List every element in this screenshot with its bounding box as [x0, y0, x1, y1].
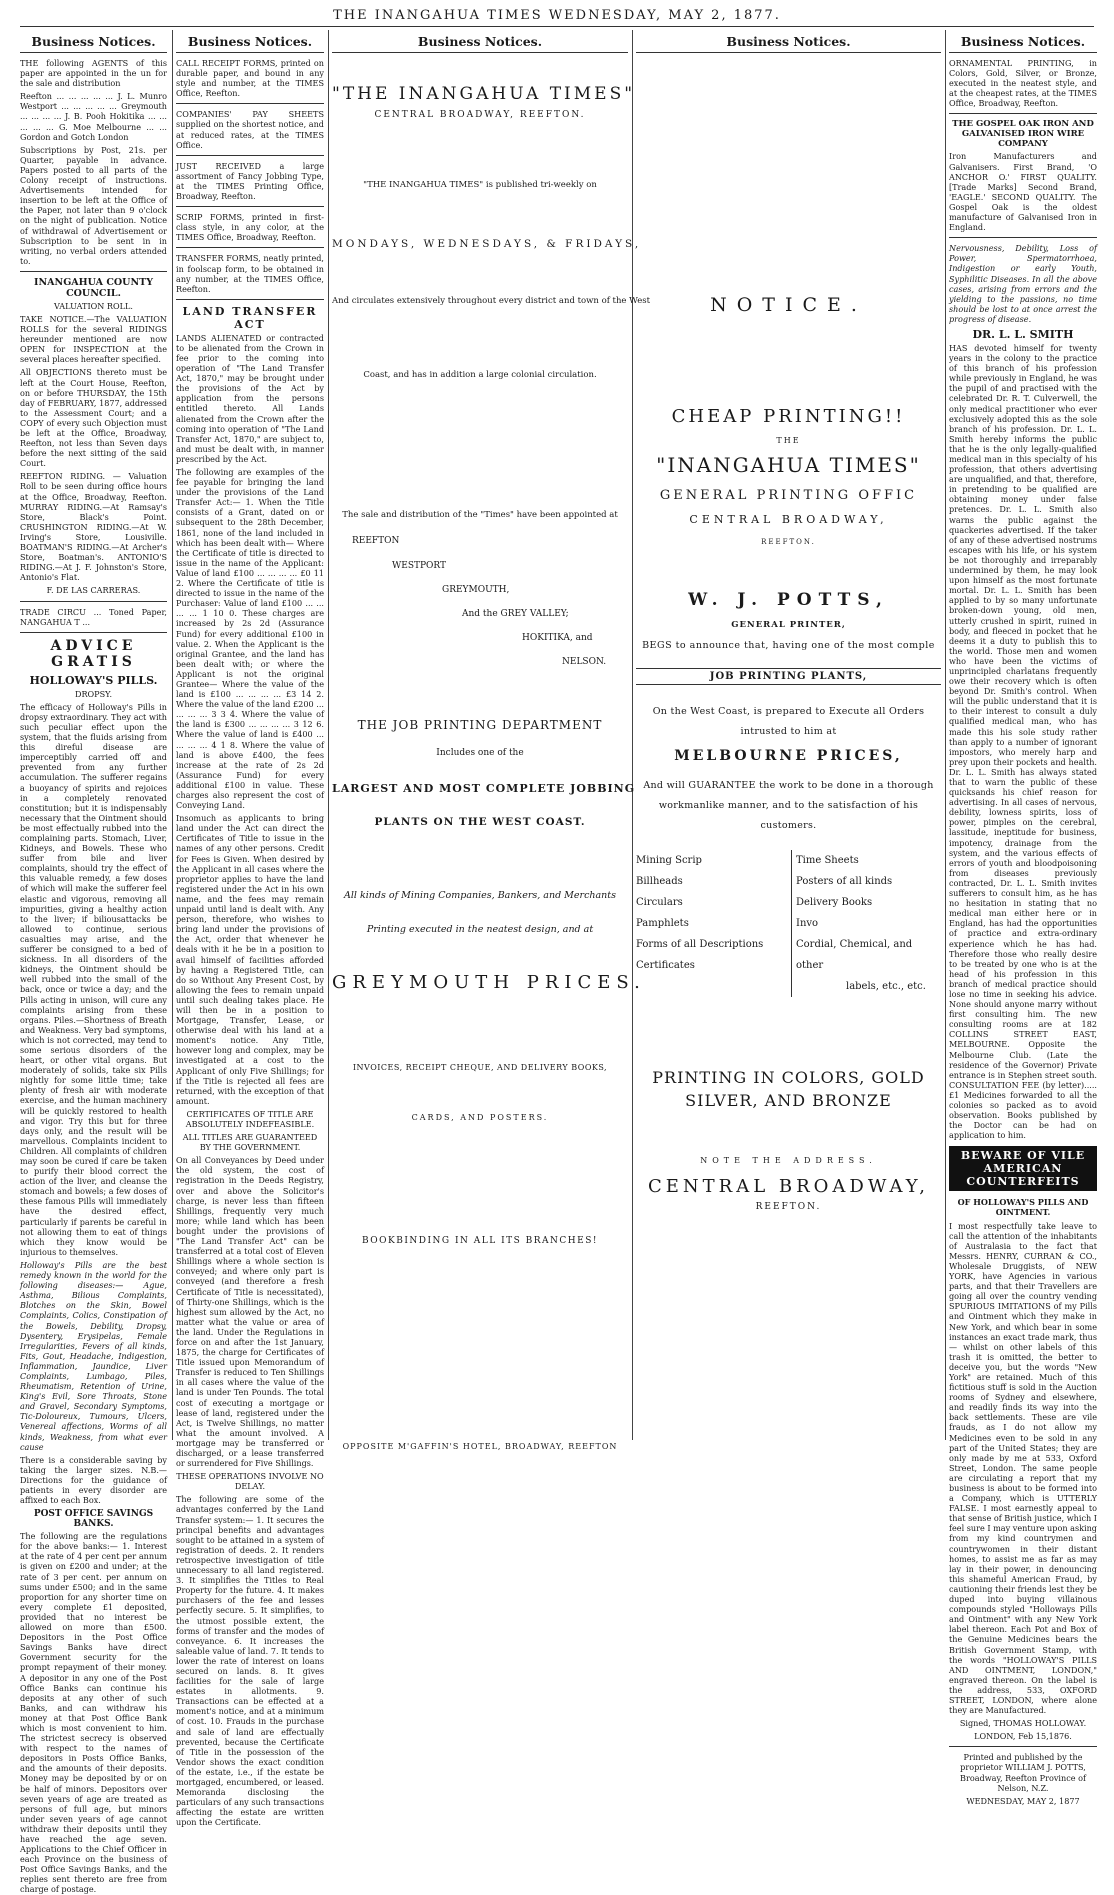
list-item: Mining Scrip	[636, 855, 702, 866]
masthead: THE INANGAHUA TIMES WEDNESDAY, MAY 2, 1877.	[333, 8, 781, 23]
column-divider	[172, 30, 173, 1440]
masthead-rule	[20, 26, 1094, 27]
place-hokitika: HOKITIKA, and	[522, 633, 593, 643]
colors-line: PRINTING IN COLORS, GOLD	[652, 1068, 925, 1087]
remedies-list: Holloway's Pills are the best remedy known in the world for the following diseases:— Ague, Asthma, Bilious Complaints, Blotches on the Skin, Bowel Complaints, Colics, Constipation of the Bowels, Debility, Dropsy, Dysentery, Erysipelas, Female Irregularities, Fevers of all kinds, Fits, Gout, Headache, Indigestion, Inflammation, Jaundice, Liver Complaints, Lumbago, Piles, Rheumatism, Retention of Urine, King's Evil, Sore Throats, Stone and Gravel, Secondary Symptoms, Tic-Doloureux, Tumours, Ulcers, Venereal affections, Worms of all kinds, Weakness, from what ever cause	[20, 1259, 167, 1452]
product-list-right	[791, 850, 941, 997]
list-item: Posters of all kinds	[796, 876, 893, 887]
cheap-printing-advertisement	[636, 58, 941, 1468]
list-item: labels, etc., etc.	[846, 981, 926, 992]
footer-date: WEDNESDAY, MAY 2, 1877	[966, 1795, 1080, 1806]
ridings-text: REEFTON RIDING. — Valuation Roll to be seen during office hours at the Office, Broadway, Reefton. MURRAY RIDING.—At Ramsay's Store, Black's Point. CRUSHINGTON RIDING.—At W. Irving's Store, Lousiville. BOATMAN'S RIDING.—At Archer's Store, Boatman's. ANTONIO'S RIDING.—At J. F. Johnston's Store, Antonio's Flat.	[20, 471, 167, 583]
smith-text: HAS devoted himself for twenty years in the colony to the practice of this branch of his profession while previously in England, he was the pupil of and practised with the celebrated Dr. R. T. Culverwell, the only medical practitioner who ever exclusively adopted this as the sole branch of his profession. Dr. L. L. Smith hereby informs the public that he is the only legally-qualified medical man in this specialty of his profession, that others advertising are unqualified, and that, therefore, in pretending to be qualified are obtaining money under false pretences. Dr. L. L. Smith also warns the public against the quackeries advertised. If the taker of any of these advertised nostrums escapes with his life, or his system be not thoroughly and irreparably undermined by them, he may look upon himself as the most fortunate mortal. Dr. L. L. Smith has been applied to by so many unfortunate broken-down young, old men, utterly crushed in spirit, ruined in body, and fleeced in pocket that he deems it a duty to publish this to the world. Those men and women who have been the victims of unprincipled charlatans frequently owe their recovery which is often beyond Dr. Smith's control. When will the public understand that it is to their interest to consult a duly qualified medical man, who has made this his sole study rather than apply to a number of ignorant impostors, who merely harp and prey upon their pockets and health. Dr. L. L. Smith has always stated that to warn the public of these quicksands his chief reason for advertising. In all cases of nervous, debility, lowness spirits, loss of power, pimples on the cerebral, lassitude, ineptitude for business, impotency, drainage from the system, and the various effects of errors of youth and bloodpoisoning from diseases previously contracted, Dr. L. L. Smith invites sufferers to consult him, as he has no hesitation in stating that no medical man either here or in England, has had the opportunities of practice and extra-ordinary experience which he has had. Therefore those who really desire to be treated by one who is at the head of his profession in this branch of medical practice should lose no time in seeking his advice. None should anyone marry without first consulting him. The new consulting rooms are at 182 COLLINS STREET EAST, MELBOURNE. Opposite the Melbourne Club. (Late the residence of the Governor) Private entrance is in Stephen street south. CONSULTATION FEE (by letter).....£1 Medicines forwarded to all the colonies so packed as to avoid observation. Books published by the Doctor can be had on application to him.	[949, 342, 1097, 1141]
potts-heading: W. J. POTTS,	[688, 590, 889, 610]
trade-notice: TRADE CIRCU ... Toned Paper, NANGAHUA T ...	[20, 606, 167, 627]
smith-heading: DR. L. L. SMITH	[972, 327, 1074, 341]
list-item: Billheads	[636, 876, 683, 887]
neatest-line: Printing executed in the neatest design, and at	[366, 924, 594, 935]
melbourne-prices: MELBOURNE PRICES,	[674, 748, 903, 764]
operations-text: The following are some of the advantages conferred by the Land Transfer system:— 1. It secures the principal benefits and advantages sought to be attained in a system of registration of deeds. 2. It renders retrospective investigation of title unnecessary to all land registered. 3. It simplifies the Titles to Real Property for the future. 4. It makes purchasers of the fee and lesses perfectly secure. 5. It simplifies, to the utmost possible extent, the forms of transfer and the modes of conveyance. 6. It increases the saleable value of land. 7. It tends to lower the rate of interest on loans secured on lands. 8. It gives facilities for the sale of large estates in allotments. 9. Transactions can be effected at a moment's notice, and at a minimum of cost. 10. Frauds in the purchase and sale of land are effectually prevented, because the Certificate of Title in the possession of the Vendor shows the exact condition of the estate, i.e., if the estate be mortgaged, encumbered, or leased. Memoranda disclosing the particulars of any such transactions affecting the estate are written upon the Certificate.	[176, 1494, 324, 1828]
list-item: Invo	[796, 918, 819, 929]
certificates-heading: CERTIFICATES OF TITLE ARE ABSOLUTELY INDEFEASIBLE.	[185, 1108, 315, 1129]
guarantee-text: On all Conveyances by Deed under the old system, the cost of registration in the Deeds Registry, over and above the Solicitor's charge, is never less than fifteen Shillings, frequently very much more; while land which has been bought under the provisions of "The Land Transfer Act" can be transferred at a total cost of Eleven Shillings where a whole section is conveyed; and where only part is conveyed (and therefore a fresh Certificate of Title is necessitated), of Thirty-one Shillings, which is the highest sum allowed by the Act, no matter what the value or area of the land. Under the Regulations in force on and after the 1st January, 1875, the charge for Certificates of Title issued upon Memorandum of Transfer is reduced to Ten Shillings in all cases where the value of the land is under Ten Pounds. The total cost of executing a mortgage or lease of land, registered under the Act, is Twelve Shillings, no matter what the amount involved. A mortgage may be transferred or discharged, or a lease transferred or surrendered for Five Shillings.	[176, 1155, 324, 1469]
list-item: Time Sheets	[796, 855, 859, 866]
gospel-oak-heading: THE GOSPEL OAK IRON AND GALVANISED IRON WIRE COMPANY	[952, 119, 1094, 150]
list-item: Cordial, Chemical, and other	[796, 939, 913, 971]
sale-line: The sale and distribution of the "Times" have been appointed at	[342, 510, 618, 520]
holloway-heading: OF HOLLOWAY'S PILLS AND OINTMENT.	[957, 1197, 1089, 1218]
job-heading: THE JOB PRINTING DEPARTMENT	[357, 718, 603, 732]
reefton-line: REEFTON.	[761, 538, 816, 546]
product-list-left	[636, 850, 763, 976]
plants-line: PLANTS ON THE WEST COAST.	[374, 816, 586, 828]
holloway-date: LONDON, Feb 15,1876.	[974, 1731, 1072, 1742]
divider	[20, 632, 167, 633]
printed-by: Printed and published by the proprietor WILLIAM J. POTTS, Broadway, Reefton Province of Nelson, N.Z.	[960, 1752, 1086, 1793]
post-office-text: The following are the regulations for the above banks:— 1. Interest at the rate of 4 per cent per annum is given on £200 and under; at the rate of 3 per cent. per annum on sums under £500; and in the same proportion for any shorter time on every complete £1 deposited, provided that no interest be allowed on more than £500. Depositors in the Post Office Savings Banks have direct Government security for the prompt repayment of their money. A depositor in any one of the Post Office Banks can continue his deposits at any other of such Banks, and can withdraw his money at that Post Office Bank which is most convenient to him. The strictest secrecy is observed with respect to the names of depositors in Posts Office Banks, and the amounts of their deposits. Money may be deposited by or on be half of minors. Depositors over seven years of age are treated as persons of full age, but minors under seven years of age cannot withdraw their deposits until they have reached the age seven. Applications to the Chief Officer in each Province on the business of Post Office Savings Banks, and the replies sent thereto are free from charge of postage.	[20, 1531, 167, 1895]
column-2	[176, 30, 324, 1828]
cheap-printing-heading: CHEAP PRINTING!!	[671, 406, 906, 427]
central-broadway: CENTRAL BROADWAY,	[689, 513, 888, 526]
list-item: Certificates	[636, 960, 695, 971]
place-grey-valley: And the GREY VALLEY;	[462, 609, 569, 619]
bookbinding-line: BOOKBINDING IN ALL ITS BRANCHES!	[361, 1236, 599, 1246]
includes-line: Includes one of the	[436, 748, 524, 758]
divider	[949, 1746, 1097, 1747]
largest-line: LARGEST AND MOST COMPLETE JOBBING	[332, 782, 636, 795]
take-notice: TAKE NOTICE.—The VALUATION ROLLS for the several RIDINGS hereunder mentioned are now OPEN for INSPECTION at the several places hereafter specified.	[20, 313, 167, 365]
advice-heading: ADVICE GRATIS	[50, 637, 137, 670]
general-printing: GENERAL PRINTING OFFIC	[659, 488, 918, 503]
transfer-notice: TRANSFER FORMS, neatly printed, in foolscap form, to be obtained in any number, at the TIMES Office, Reefton.	[176, 253, 324, 294]
divider	[176, 206, 324, 207]
council-heading: INANGAHUA COUNTY COUNCIL.	[34, 276, 153, 299]
post-office-heading: POST OFFICE SAVINGS BANKS.	[33, 1509, 154, 1530]
place-greymouth: GREYMOUTH,	[442, 585, 510, 595]
divider	[20, 601, 167, 602]
divider	[176, 247, 324, 248]
coast-line: Coast, and has in addition a large colonial circulation.	[363, 370, 597, 380]
call-receipt-notice: CALL RECEIPT FORMS, printed on durable paper, and bound in any style and number, at the TIMES Office, Reefton.	[176, 58, 324, 99]
reefton-footer: REEFTON.	[755, 1202, 822, 1212]
nervous-text: Nervousness, Debility, Loss of Power, Spermatorrhoea, Indigestion or early Youth, Syphilitic Diseases. In all the above cases, arising from errors and the yielding to the passions, no time should be lost to at once arrest the progress of disease.	[949, 243, 1097, 324]
land-text: LANDS ALIENATED or contracted to be alienated from the Crown in fee prior to the coming into operation of "The Land Transfer Act, 1870," may be brought under the provisions of the Act by application from the persons entitled thereto. All Lands alienated from the Crown after the coming into operation of "The Land Transfer Act, 1870," are subject to, and must be dealt with, in manner prescribed by the Act.	[176, 332, 324, 464]
guarantee-line: And will GUARANTEE the work to be done in a thorough	[643, 780, 934, 791]
dropsy-heading: DROPSY.	[74, 688, 113, 699]
column-5	[949, 30, 1097, 1806]
list-item: Delivery Books	[796, 897, 873, 908]
dropsy-text: The efficacy of Holloway's Pills in dropsy extraordinary. They act with such peculiar effect upon the system, that the fluids arising from this direful disease are imperceptibly carried off and prevented from any further accumulation. The sufferer regains a buoyancy of spirits and rejoices in a completely renovated constitution; but it is indispensably necessary that the Ointment should be most effectually rubbed into the complaining parts. Stomach, Liver, Kidneys, and Bowels. These who suffer from bile and liver complaints, should try the effect of this valuable remedy, a few doses of which will make the sufferer feel elastic and vigorous, removing all impurities, giving a healthy action to the liver; if biliousattacks be allowed to continue, serious casualties may arise, and the sufferer be consigned to a bed of sickness. In all disorders of the kidneys, the Ointment should be well rubbed into the small of the back, once or twice a day; and the Pills acting in unison, will cure any complaints arising from these organs. Piles.—Shortness of Breath and Weakness. Very bad symptoms, which is not corrected, may tend to some serious disorders of the heart, or other vital organs. But moderately of solids, take six Pills nightly for some little time; take plenty of fresh air with moderate exercise, and the human machinery will be quickly restored to health and vigor. Try this but for three days only, and the result will be marvellous. Complaints incident to Children. All complaints of children may soon be cured if care be taken to purify their blood correct the action of the liver, and cleanse the stomach and bowels; a few doses of these famous Pills will immediately have the desired effect, particularly if parents be careful in not allowing them to eat of things which they know would be injurious to themselves.	[20, 701, 167, 1257]
list-item: Circulars	[636, 897, 683, 908]
circulates-line: And circulates extensively throughout every district and town of the West	[332, 296, 651, 306]
column-head: Business Notices.	[949, 30, 1097, 53]
greymouth-prices: GREYMOUTH PRICES.	[332, 972, 646, 993]
divider	[176, 103, 324, 104]
column-head: Business Notices.	[636, 30, 941, 53]
place-nelson: NELSON.	[562, 657, 607, 667]
cards-line: CARDS, AND POSTERS.	[411, 1113, 549, 1122]
column-4	[636, 30, 941, 1440]
ornamental-notice: ORNAMENTAL PRINTING, in Colors, Gold, Silver, or Bronze, executed in the neatest style, and at the cheapest rates, at the TIMES Office, Broadway, Reefton.	[949, 58, 1097, 109]
printer-line: GENERAL PRINTER,	[731, 620, 846, 630]
published-line: "THE INANGAHUA TIMES" is published tri-weekly on	[363, 180, 597, 190]
divider	[176, 299, 324, 300]
holloway-text: I most respectfully take leave to call the attention of the inhabitants of Australasia to the fact that Messrs. HENRY, CURRAN & CO., Wholesale Druggists, of NEW YORK, have Agencies in various parts, and that their Travellers are going all over the country vending SPURIOUS IMITATIONS of my Pills and Ointment which they make in New York, and which bear in some instances an exact trade mark, thus — whilst on other labels of this trash it is omitted, the better to deceive you, but the words "New York" are retained. Much of this fictitious stuff is sold in the Auction rooms of Sydney and elsewhere, and readily finds its way into the back settlements. These are vile frauds, as I do not allow my Medicines even to be sold in any part of the United States; they are only made by me at 533, Oxford Street, London. The same people are circulating a report that my business is about to be formed into a Company, which is UTTERLY FALSE. I most earnestly appeal to that sense of British justice, which I feel sure I may venture upon asking from my kind countrymen and countrywomen in their distant homes, to assist me as far as may lay in their power, in denouncing this shameful American Fraud, by cautioning their friends lest they be duped into buying villainous compounds styled "Holloways Pills and Ointment" with any New York label thereon. Each Pot and Box of the Genuine Medicines bears the British Government Stamp, with the words "HOLLOWAY'S PILLS AND OINTMENT, LONDON," engraved thereon. On the label is the address, 533, OXFORD STREET, LONDON, where alone they are Manufactured.	[949, 1220, 1097, 1716]
signature: F. DE LAS CARRERAS.	[46, 585, 141, 596]
kinds-line: All kinds of Mining Companies, Bankers, and Merchants	[344, 890, 616, 901]
days-line: MONDAYS, WEDNESDAYS, & FRIDAYS,	[332, 238, 642, 250]
fees-text: The following are examples of the fee payable for bringing the land under the provisions of the Land Transfer Act:— 1. When the Title consists of a Grant, dated on or subsequent to the 28th December, 1861, none of the land included in which has been dealt with— Where the Certificate of title is directed to issue in the name of the Applicant: Value of land £100 ... ... ... ... £0 11 2. Where the Certificate of title is directed to issue in the name of the Purchaser: Value of land £100 ... ... ... ... 1 10 0. These charges are increased by 2s 2d (Assurance Fund) for every additional £100 in value. 2. When the Applicant is the original Grantee, and the land has been dealt with; or where the Applicant is not the original Grantee— Where the value of the land is £100 ... ... ... ... £3 14 2. Where the value of the land £200 ... ... ... ... 3 3 4. Where the value of the land is £300 ... ... ... ... 3 12 6. Where the value of land is £400 ... ... ... ... 4 1 8. Where the value of land is above £400, the fees increase at the rate of 2s 2d (Assurance Fund) for every additional £100 in value. These charges also represent the cost of Conveying Land.	[176, 467, 324, 811]
times-address: CENTRAL BROADWAY, REEFTON.	[374, 110, 586, 120]
holloway-heading: HOLLOWAY'S PILLS.	[29, 673, 158, 687]
invoices-line: INVOICES, RECEIPT CHEQUE, AND DELIVERY BOOKS,	[352, 1063, 608, 1072]
job-plants-line: JOB PRINTING PLANTS,	[636, 668, 941, 685]
place-reefton: REEFTON	[352, 536, 400, 546]
the-line: THE	[776, 436, 801, 445]
intrusted-line: intrusted to him at	[740, 726, 837, 737]
agents-text: THE following AGENTS of this paper are appointed in the un for the sale and distribution	[20, 58, 167, 89]
workmanlike-line: workmanlike manner, and to the satisfaction of his	[658, 800, 919, 811]
place-westport: WESTPORT	[392, 561, 447, 571]
column-head: Business Notices.	[20, 30, 167, 53]
subscription-text: Subscriptions by Post, 21s. per Quarter, payable in advance. Papers posted to all parts of the Colony receipt of instructions. Advertisements intended for insertion to be left at the Office of the Paper, not later than 9 o'clock on the night of publication. Notice of withdrawal of Advertisement or Subscription to be sent in in writing, no verbal orders attended to.	[20, 144, 167, 266]
gospel-oak-text: Iron Manufacturers and Galvanisers. First Brand, 'O ANCHOR O.' FIRST QUALITY. [Trade Marks] Second Brand, 'EAGLE.' SECOND QUALITY. The Gospel Oak is the oldest manufacture of Galvanised Iron in England.	[949, 151, 1097, 233]
times-advertisement	[332, 58, 651, 1468]
divider	[20, 271, 167, 272]
note-address-line: NOTE THE ADDRESS.	[700, 1156, 877, 1165]
companies-notice: COMPANIES' PAY SHEETS supplied on the shortest notice, and at reduced rates, at the TIMES Office.	[176, 109, 324, 150]
land-transfer-heading: LAND TRANSFER ACT	[182, 304, 318, 331]
divider	[949, 237, 1097, 238]
central-broadway-large: CENTRAL BROADWAY,	[647, 1176, 930, 1197]
guaranteed-heading: ALL TITLES ARE GUARANTEED BY THE GOVERNMENT.	[182, 1132, 318, 1153]
list-item: Forms of all Descriptions	[636, 939, 764, 950]
times-title: "THE INANGAHUA TIMES"	[332, 84, 636, 104]
column-divider	[945, 30, 946, 1440]
silver-line: SILVER, AND BRONZE	[685, 1091, 892, 1110]
column-head: Business Notices.	[176, 30, 324, 53]
operations-heading: THESE OPERATIONS INVOLVE NO DELAY.	[176, 1471, 324, 1492]
west-coast-line: On the West Coast, is prepared to Execute all Orders	[652, 706, 925, 717]
beware-banner	[949, 1146, 1097, 1191]
divider	[949, 113, 1097, 114]
list-item: Pamphlets	[636, 918, 689, 929]
saving-note: There is a considerable saving by taking the larger sizes. N.B.—Directions for the guidance of patients in every disorder are affixed to each Box.	[20, 1454, 167, 1506]
insomuch-text: Insomuch as applicants to bring land under the Act can direct the Certificates of Title to issue in the names of any other persons. Credit for Fees is Given. When desired by the Applicant in all cases where the proprietor applies to have the land registered under the Act in his own name, and the fees may remain unpaid until land is dealt with. Any person, therefore, who wishes to bring land under the provisions of the Act, order that whenever he deals with it he be in a position to avail himself of facilities afforded by having a Registered Title, can do so Without Any Present Cost, by allowing the fees to remain unpaid until such dealing takes place. He will then be in a position to Mortgage, Transfer, Lease, or otherwise deal with his land at a moment's notice. Any Title, however long and complex, may be investigated at a cost to the Applicant of only Five Shillings; for if the Title is rejected all fees are returned, with the exception of that amount.	[176, 813, 324, 1106]
notice-heading: NOTICE.	[710, 294, 867, 316]
opposite-line: OPPOSITE M'GAFFIN'S HOTEL, BROADWAY, REEFTON	[342, 1442, 618, 1451]
column-head: Business Notices.	[332, 30, 628, 53]
scrip-notice: SCRIP FORMS, printed in first-class style, in any color, at the TIMES Office, Broadway, Reefton.	[176, 212, 324, 243]
just-received-notice: JUST RECEIVED a large assortment of Fancy Jobbing Type, at the TIMES Printing Office, Broadway, Reefton.	[176, 160, 324, 202]
column-1	[20, 30, 167, 1895]
column-divider	[328, 30, 329, 1440]
times-heading: "INANGAHUA TIMES"	[656, 453, 921, 477]
beware-line: BEWARE OF VILE	[960, 1149, 1086, 1163]
objections-text: All OBJECTIONS thereto must be left at the Court House, Reefton, on or before THURSDAY, the 15th day of FEBRUARY, 1877, addressed to the Assessment Court; and a COPY of every such Objection must be left at the Office, Broadway, Reefton, not less than Seven days before the next sitting of the said Court.	[20, 367, 167, 469]
column-3	[332, 30, 651, 1451]
valuation-heading: VALUATION ROLL.	[54, 300, 133, 311]
begs-line: BEGS to announce that, having one of the most comple	[642, 640, 935, 651]
counterfeits-line: AMERICAN COUNTERFEITS	[966, 1162, 1080, 1189]
holloway-signature: Signed, THOMAS HOLLOWAY.	[959, 1718, 1087, 1729]
agents-list: Reefton ... ... ... ... ... J. L. Munro Westport ... ... ... ... ... Greymouth ... ... ... ... J. B. Pooh Hokitika ... ... ... ... ... G. Moe Melbourne ... ... Gordon and Gotch London	[20, 91, 167, 142]
divider	[176, 155, 324, 156]
customers-line: customers.	[760, 820, 817, 831]
